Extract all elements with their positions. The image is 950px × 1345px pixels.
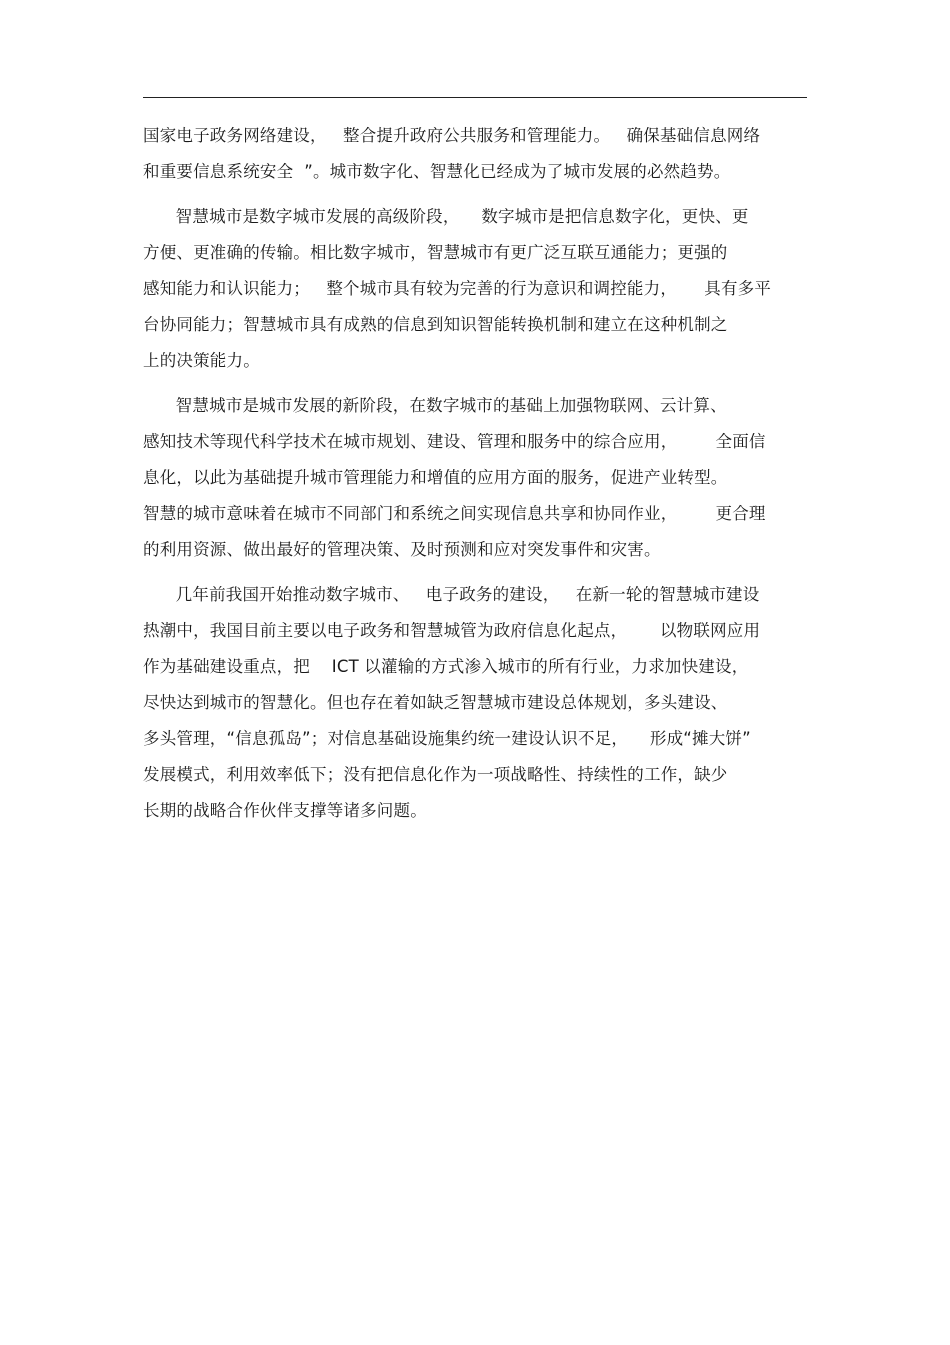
paragraph-line: 智慧的城市意味着在城市不同部门和系统之间实现信息共享和协同作业， 更合理	[143, 504, 766, 523]
paragraph-line: 息化，以此为基础提升城市管理能力和增值的应用方面的服务，促进产业转型。	[143, 468, 728, 487]
paragraph-line: 多头管理，“信息孤岛”；对信息基础设施集约统一建设认识不足， 形成“摊大饼”	[143, 729, 751, 748]
paragraph-line: 尽快达到城市的智慧化。但也存在着如缺乏智慧城市建设总体规划，多头建设、	[143, 693, 728, 712]
paragraph-line: 感知能力和认识能力； 整个城市具有较为完善的行为意识和调控能力， 具有多平	[143, 279, 772, 298]
paragraph-2	[143, 199, 807, 379]
paragraph-line: 上的决策能力。	[143, 351, 260, 370]
paragraph-line: 感知技术等现代科学技术在城市规划、建设、管理和服务中的综合应用， 全面信	[143, 432, 766, 451]
paragraph-line: 台协同能力；智慧城市具有成熟的信息到知识智能转换机制和建立在这种机制之	[143, 315, 728, 334]
paragraph-4	[143, 577, 807, 829]
paragraph-line: 智慧城市是数字城市发展的高级阶段， 数字城市是把信息数字化，更快、更	[143, 207, 749, 226]
paragraph-line: 智慧城市是城市发展的新阶段，在数字城市的基础上加强物联网、云计算、	[143, 396, 727, 415]
paragraph-line: 作为基础建设重点，把 ICT 以灌输的方式渗入城市的所有行业，力求加快建设，	[143, 657, 749, 676]
paragraph-line: 发展模式，利用效率低下；没有把信息化作为一项战略性、持续性的工作，缺少	[143, 765, 728, 784]
document-body	[143, 118, 807, 838]
paragraph-line: 热潮中，我国目前主要以电子政务和智慧城管为政府信息化起点， 以物联网应用	[143, 621, 761, 640]
header-rule	[143, 97, 807, 98]
paragraph-1	[143, 118, 807, 190]
paragraph-3	[143, 388, 807, 568]
paragraph-line: 国家电子政务网络建设， 整合提升政府公共服务和管理能力。 确保基础信息网络	[143, 126, 761, 145]
paragraph-line: 几年前我国开始推动数字城市、 电子政务的建设， 在新一轮的智慧城市建设	[143, 585, 760, 604]
paragraph-line: 的利用资源、做出最好的管理决策、及时预测和应对突发事件和灾害。	[143, 540, 661, 559]
paragraph-line: 方便、更准确的传输。相比数字城市，智慧城市有更广泛互联互通能力；更强的	[143, 243, 728, 262]
paragraph-line: 长期的战略合作伙伴支撑等诸多问题。	[143, 801, 427, 820]
paragraph-line: 和重要信息系统安全 ”。城市数字化、智慧化已经成为了城市发展的必然趋势。	[143, 162, 731, 181]
